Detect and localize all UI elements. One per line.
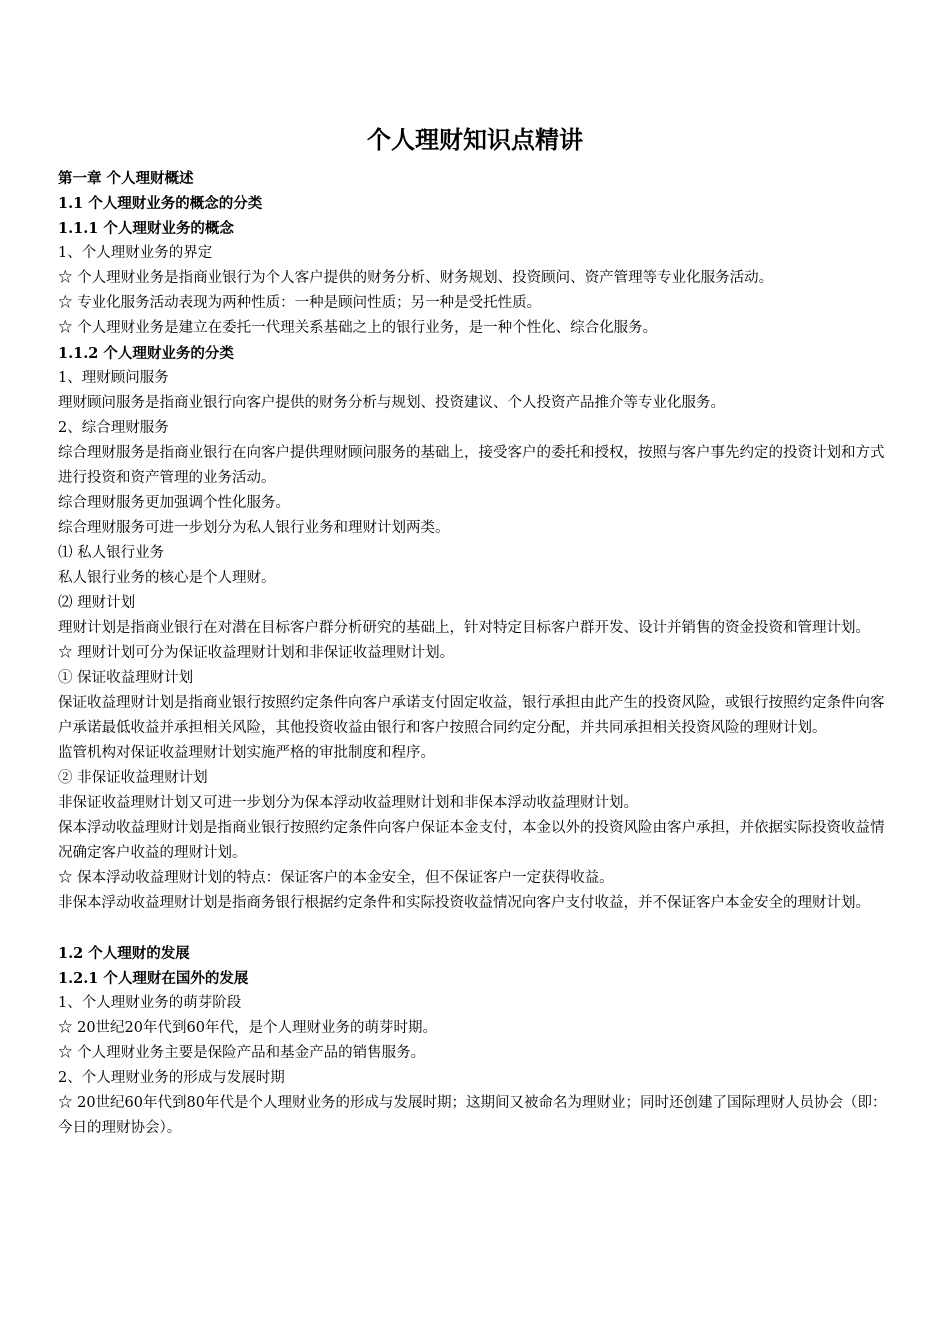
paragraph-line: ⑵ 理财计划 [58, 595, 136, 611]
section-heading: 1.2.1 个人理财在国外的发展 [58, 970, 249, 987]
paragraph-line: 综合理财服务更加强调个性化服务。 [58, 495, 290, 511]
section-heading: 第一章 个人理财概述 [58, 170, 194, 187]
section-heading: 1.1.1 个人理财业务的概念 [58, 220, 234, 237]
paragraph-line: ☆ 个人理财业务主要是保险产品和基金产品的销售服务。 [58, 1045, 426, 1061]
blank-line [58, 916, 892, 941]
paragraph-line: 理财顾问服务是指商业银行向客户提供的财务分析与规划、投资建议、个人投资产品推介等专业化服务。 [58, 395, 725, 411]
section-heading: 1.1 个人理财业务的概念的分类 [58, 195, 263, 212]
paragraph-line: 2、个人理财业务的形成与发展时期 [58, 1070, 285, 1086]
paragraph-line: ☆ 20世纪20年代到60年代，是个人理财业务的萌芽时期。 [58, 1020, 437, 1036]
document-body [58, 166, 892, 1141]
paragraph-line: ☆ 20世纪60年代到80年代是个人理财业务的形成与发展时期；这期间又被命名为理财业；同时还创建了国际理财人员协会（即：今日的理财协会）。 [58, 1095, 887, 1136]
paragraph-line: ① 保证收益理财计划 [58, 670, 194, 686]
paragraph-line: ⑴ 私人银行业务 [58, 545, 165, 561]
section-heading: 1.2 个人理财的发展 [58, 945, 190, 962]
paragraph-line: 非保本浮动收益理财计划是指商务银行根据约定条件和实际投资收益情况向客户支付收益，并不保证客户本金安全的理财计划。 [58, 895, 870, 911]
paragraph-line: 保证收益理财计划是指商业银行按照约定条件向客户承诺支付固定收益，银行承担由此产生的投资风险，或银行按照约定条件向客户承诺最低收益并承担相关风险，其他投资收益由银行和客户按照合同约定分配，并共同承担相关投资风险的理财计划。 [58, 695, 885, 736]
section-heading: 1.1.2 个人理财业务的分类 [58, 345, 234, 362]
paragraph-line: 1、理财顾问服务 [58, 370, 169, 386]
paragraph-line: 1、个人理财业务的萌芽阶段 [58, 995, 242, 1011]
paragraph-line: 监管机构对保证收益理财计划实施严格的审批制度和程序。 [58, 745, 435, 761]
document-page [58, 122, 892, 1141]
paragraph-line: 综合理财服务可进一步划分为私人银行业务和理财计划两类。 [58, 520, 450, 536]
paragraph-line: ② 非保证收益理财计划 [58, 770, 208, 786]
paragraph-line: 保本浮动收益理财计划是指商业银行按照约定条件向客户保证本金支付，本金以外的投资风险由客户承担，并依据实际投资收益情况确定客户收益的理财计划。 [58, 820, 885, 861]
paragraph-line: ☆ 个人理财业务是建立在委托一代理关系基础之上的银行业务，是一种个性化、综合化服务。 [58, 320, 658, 336]
paragraph-line: ☆ 个人理财业务是指商业银行为个人客户提供的财务分析、财务规划、投资顾问、资产管理等专业化服务活动。 [58, 270, 774, 286]
paragraph-line: ☆ 保本浮动收益理财计划的特点：保证客户的本金安全，但不保证客户一定获得收益。 [58, 870, 614, 886]
paragraph-line: 私人银行业务的核心是个人理财。 [58, 570, 276, 586]
paragraph-line: 综合理财服务是指商业银行在向客户提供理财顾问服务的基础上，接受客户的委托和授权，按照与客户事先约定的投资计划和方式进行投资和资产管理的业务活动。 [58, 445, 885, 486]
paragraph-line: 非保证收益理财计划又可进一步划分为保本浮动收益理财计划和非保本浮动收益理财计划。 [58, 795, 638, 811]
paragraph-line: ☆ 专业化服务活动表现为两种性质：一种是顾问性质；另一种是受托性质。 [58, 295, 542, 311]
paragraph-line: 2、综合理财服务 [58, 420, 169, 436]
paragraph-line: 理财计划是指商业银行在对潜在目标客户群分析研究的基础上，针对特定目标客户群开发、设计并销售的资金投资和管理计划。 [58, 620, 870, 636]
document-title: 个人理财知识点精讲 [367, 125, 583, 154]
paragraph-line: 1、个人理财业务的界定 [58, 245, 213, 261]
paragraph-line: ☆ 理财计划可分为保证收益理财计划和非保证收益理财计划。 [58, 645, 455, 661]
